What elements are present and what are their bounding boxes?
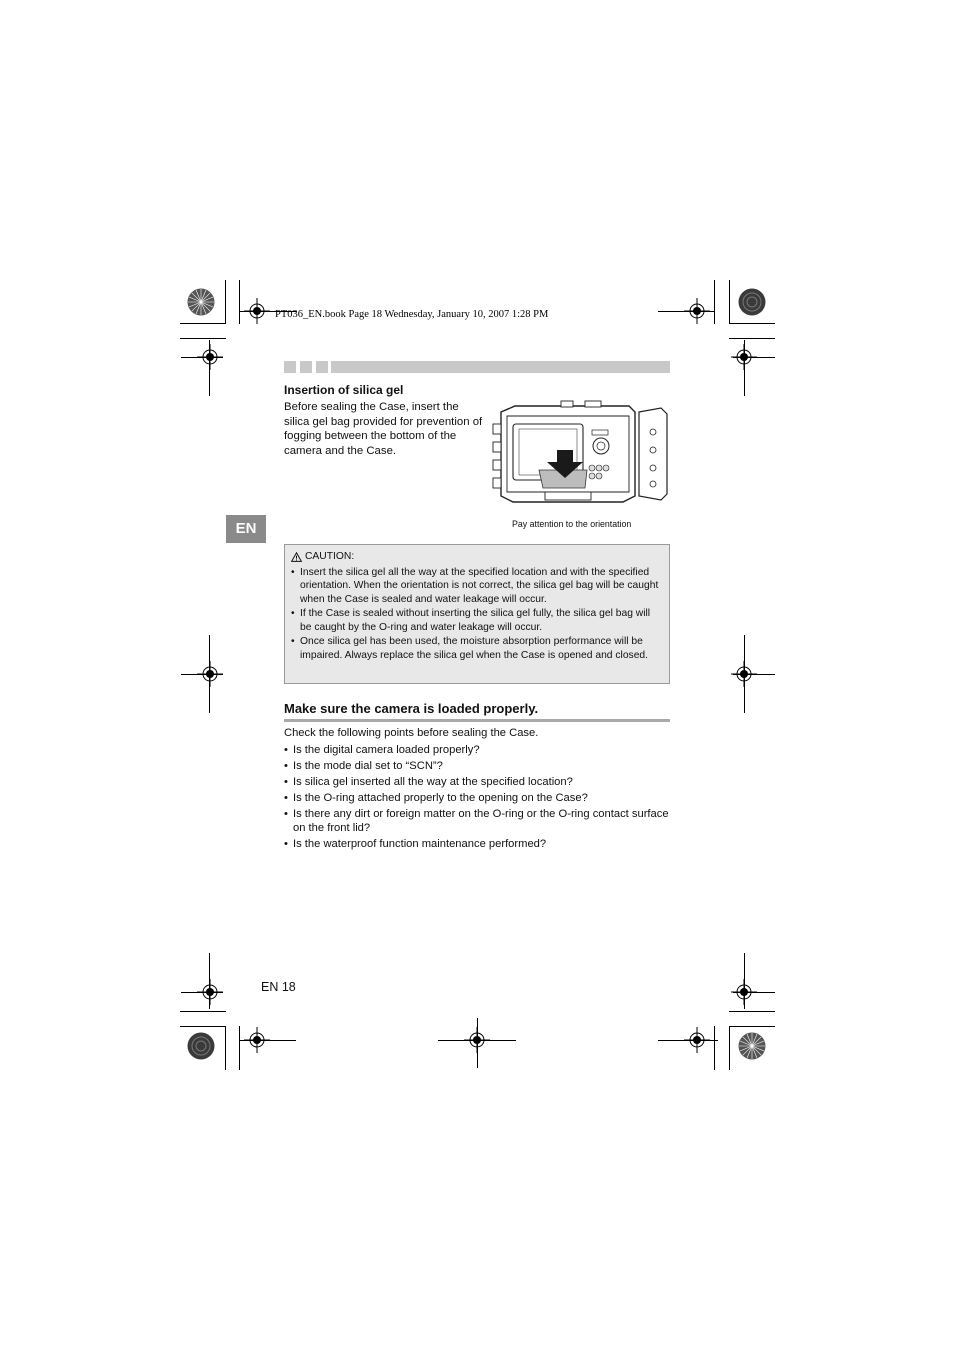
warning-triangle-icon	[291, 552, 302, 562]
registration-line	[240, 1040, 296, 1041]
section-bar-square	[284, 361, 296, 373]
checklist-intro: Check the following points before sealing the Case.	[284, 727, 539, 739]
section-bar-strip	[331, 361, 670, 373]
caution-title-row	[291, 550, 661, 564]
registration-line	[744, 635, 745, 713]
page-number: EN 18	[261, 980, 296, 994]
caution-item: • Insert the silica gel all the way at the specified location and with the specified orientation. When the orientation is not correct, the silica gel bag will be caught when the Case is sealed and water leakage will occur.	[291, 566, 661, 607]
registration-line	[733, 992, 775, 993]
registration-line	[181, 992, 223, 993]
caution-title: CAUTION:	[305, 551, 355, 562]
list-item: • Is the digital camera loaded properly?	[284, 743, 674, 757]
caution-list	[291, 566, 661, 663]
list-item: • Is the waterproof function maintenance performed?	[284, 837, 674, 851]
list-item: • Is the O-ring attached properly to the opening on the Case?	[284, 791, 674, 805]
registration-line	[733, 357, 775, 358]
list-item: • Is there any dirt or foreign matter on the O-ring or the O-ring contact surface on the front lid?	[284, 807, 674, 835]
section-bar-square	[300, 361, 312, 373]
registration-line	[744, 953, 745, 1009]
starburst-dial-icon	[187, 288, 215, 316]
registration-line	[744, 340, 745, 396]
registration-line	[181, 674, 223, 675]
registration-line	[477, 1018, 478, 1068]
subheading: Insertion of silica gel	[284, 383, 404, 397]
book-header-line: PT036_EN.book Page 18 Wednesday, January 10, 2007 1:28 PM	[275, 309, 549, 320]
caution-item: • If the Case is sealed without inserting the silica gel fully, the silica gel bag will be caught by the O-ring and water leakage will occur.	[291, 607, 661, 634]
figure-caption: Pay attention to the orientation	[512, 519, 632, 529]
heading-underline	[284, 719, 670, 722]
list-item: • Is the mode dial set to “SCN”?	[284, 759, 674, 773]
registration-line	[209, 340, 210, 396]
registration-line	[733, 674, 775, 675]
checklist-heading: Make sure the camera is loaded properly.	[284, 701, 539, 716]
caution-item: • Once silica gel has been used, the moisture absorption performance will be impaired. Always replace the silica gel when the Case is opened and closed.	[291, 635, 661, 662]
checklist	[284, 743, 674, 853]
section-bar-square	[316, 361, 328, 373]
registration-line	[209, 635, 210, 713]
camera-case-illustration	[489, 398, 669, 508]
registration-line	[181, 357, 223, 358]
registration-line	[209, 953, 210, 1009]
section-bar	[284, 361, 670, 373]
registration-line	[658, 311, 714, 312]
density-dial-icon	[187, 1032, 215, 1060]
list-item: • Is silica gel inserted all the way at the specified location?	[284, 775, 674, 789]
registration-line	[658, 1040, 718, 1041]
language-tab: EN	[226, 515, 266, 543]
density-dial-icon	[738, 288, 766, 316]
intro-paragraph: Before sealing the Case, insert the silica gel bag provided for prevention of fogging between the bottom of the camera and the Case.	[284, 401, 483, 458]
caution-box	[284, 544, 670, 684]
starburst-dial-icon	[738, 1032, 766, 1060]
